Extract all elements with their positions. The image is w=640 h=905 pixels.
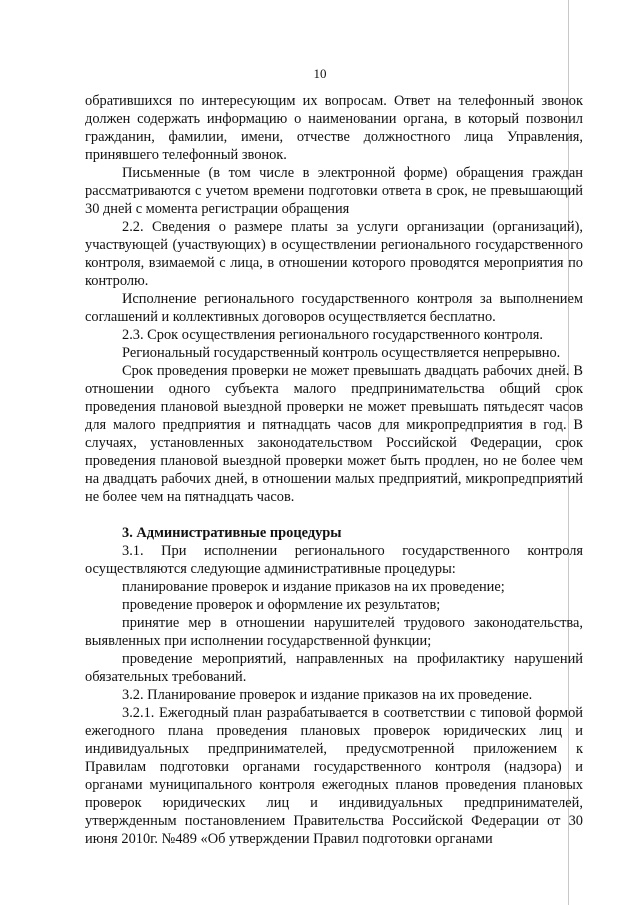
section-heading: 3. Административные процедуры — [122, 525, 342, 541]
paragraph: обратившихся по интересующим их вопросам. Ответ на телефонный звонок должен содержать информацию о наименовании органа, в который позвонил гражданин, фамилии, имени, отчестве должностного лица Управления, принявшего телефонный звонок. — [85, 93, 583, 163]
paragraph: Срок проведения проверки не может превышать двадцать рабочих дней. В отношении одного субъекта малого предпринимательства общий срок проведения плановой выездной проверки не может превышать пятьдесят часов для малого предприятия и пятнадцать часов для микропредприятия в год. В случаях, установленных законодательством Российской Федерации, срок проведения плановой выездной проверки может быть продлен, но не более чем на двадцать рабочих дней, в отношении малых предприятий, микропредприятий не более чем на пятнадцать часов. — [85, 363, 583, 505]
paragraph: принятие мер в отношении нарушителей трудового законодательства, выявленных при исполнении государственной функции; — [85, 615, 583, 649]
paragraph: 2.3. Срок осуществления регионального государственного контроля. — [122, 327, 543, 343]
paragraph: 2.2. Сведения о размере платы за услуги организации (организаций), участвующей (участвующих) в осуществлении регионального государственного контроля, взимаемой с лица, в отношении которого проводятся мероприятия по контролю. — [85, 219, 583, 289]
paragraph: проведение мероприятий, направленных на профилактику нарушений обязательных требований. — [85, 651, 583, 685]
paragraph: проведение проверок и оформление их результатов; — [122, 597, 441, 613]
paragraph: Региональный государственный контроль осуществляется непрерывно. — [122, 345, 561, 361]
paragraph: 3.2. Планирование проверок и издание приказов на их проведение. — [122, 687, 533, 703]
page-number: 10 — [313, 66, 327, 81]
paragraphs-top — [85, 92, 583, 506]
paragraph: 3.2.1. Ежегодный план разрабатывается в соответствии с типовой формой ежегодного плана проведения плановых проверок юридических лиц и индивидуальных предпринимателей, предусмотренной приложением к Правилам подготовки органами государственного контроля (надзора) и органами муниципального контроля ежегодных планов проведения плановых проверок юридических лиц и индивидуальных предпринимателей, утвержденным постановлением Правительства Российской Федерации от 30 июня 2010г. №489 «Об утверждении Правил подготовки органами — [85, 705, 583, 847]
paragraph: 3.1. При исполнении регионального государственного контроля осуществляются следующие административные процедуры: — [85, 543, 583, 577]
paragraphs-bottom — [85, 542, 583, 848]
document-body — [85, 92, 583, 848]
paragraph: Письменные (в том числе в электронной форме) обращения граждан рассматриваются с учетом времени подготовки ответа в срок, не превышающий 30 дней с момента регистрации обращения — [85, 165, 583, 217]
paragraph: Исполнение регионального государственного контроля за выполнением соглашений и коллективных договоров осуществляется бесплатно. — [85, 291, 583, 325]
paragraph: планирование проверок и издание приказов на их проведение; — [122, 579, 505, 595]
